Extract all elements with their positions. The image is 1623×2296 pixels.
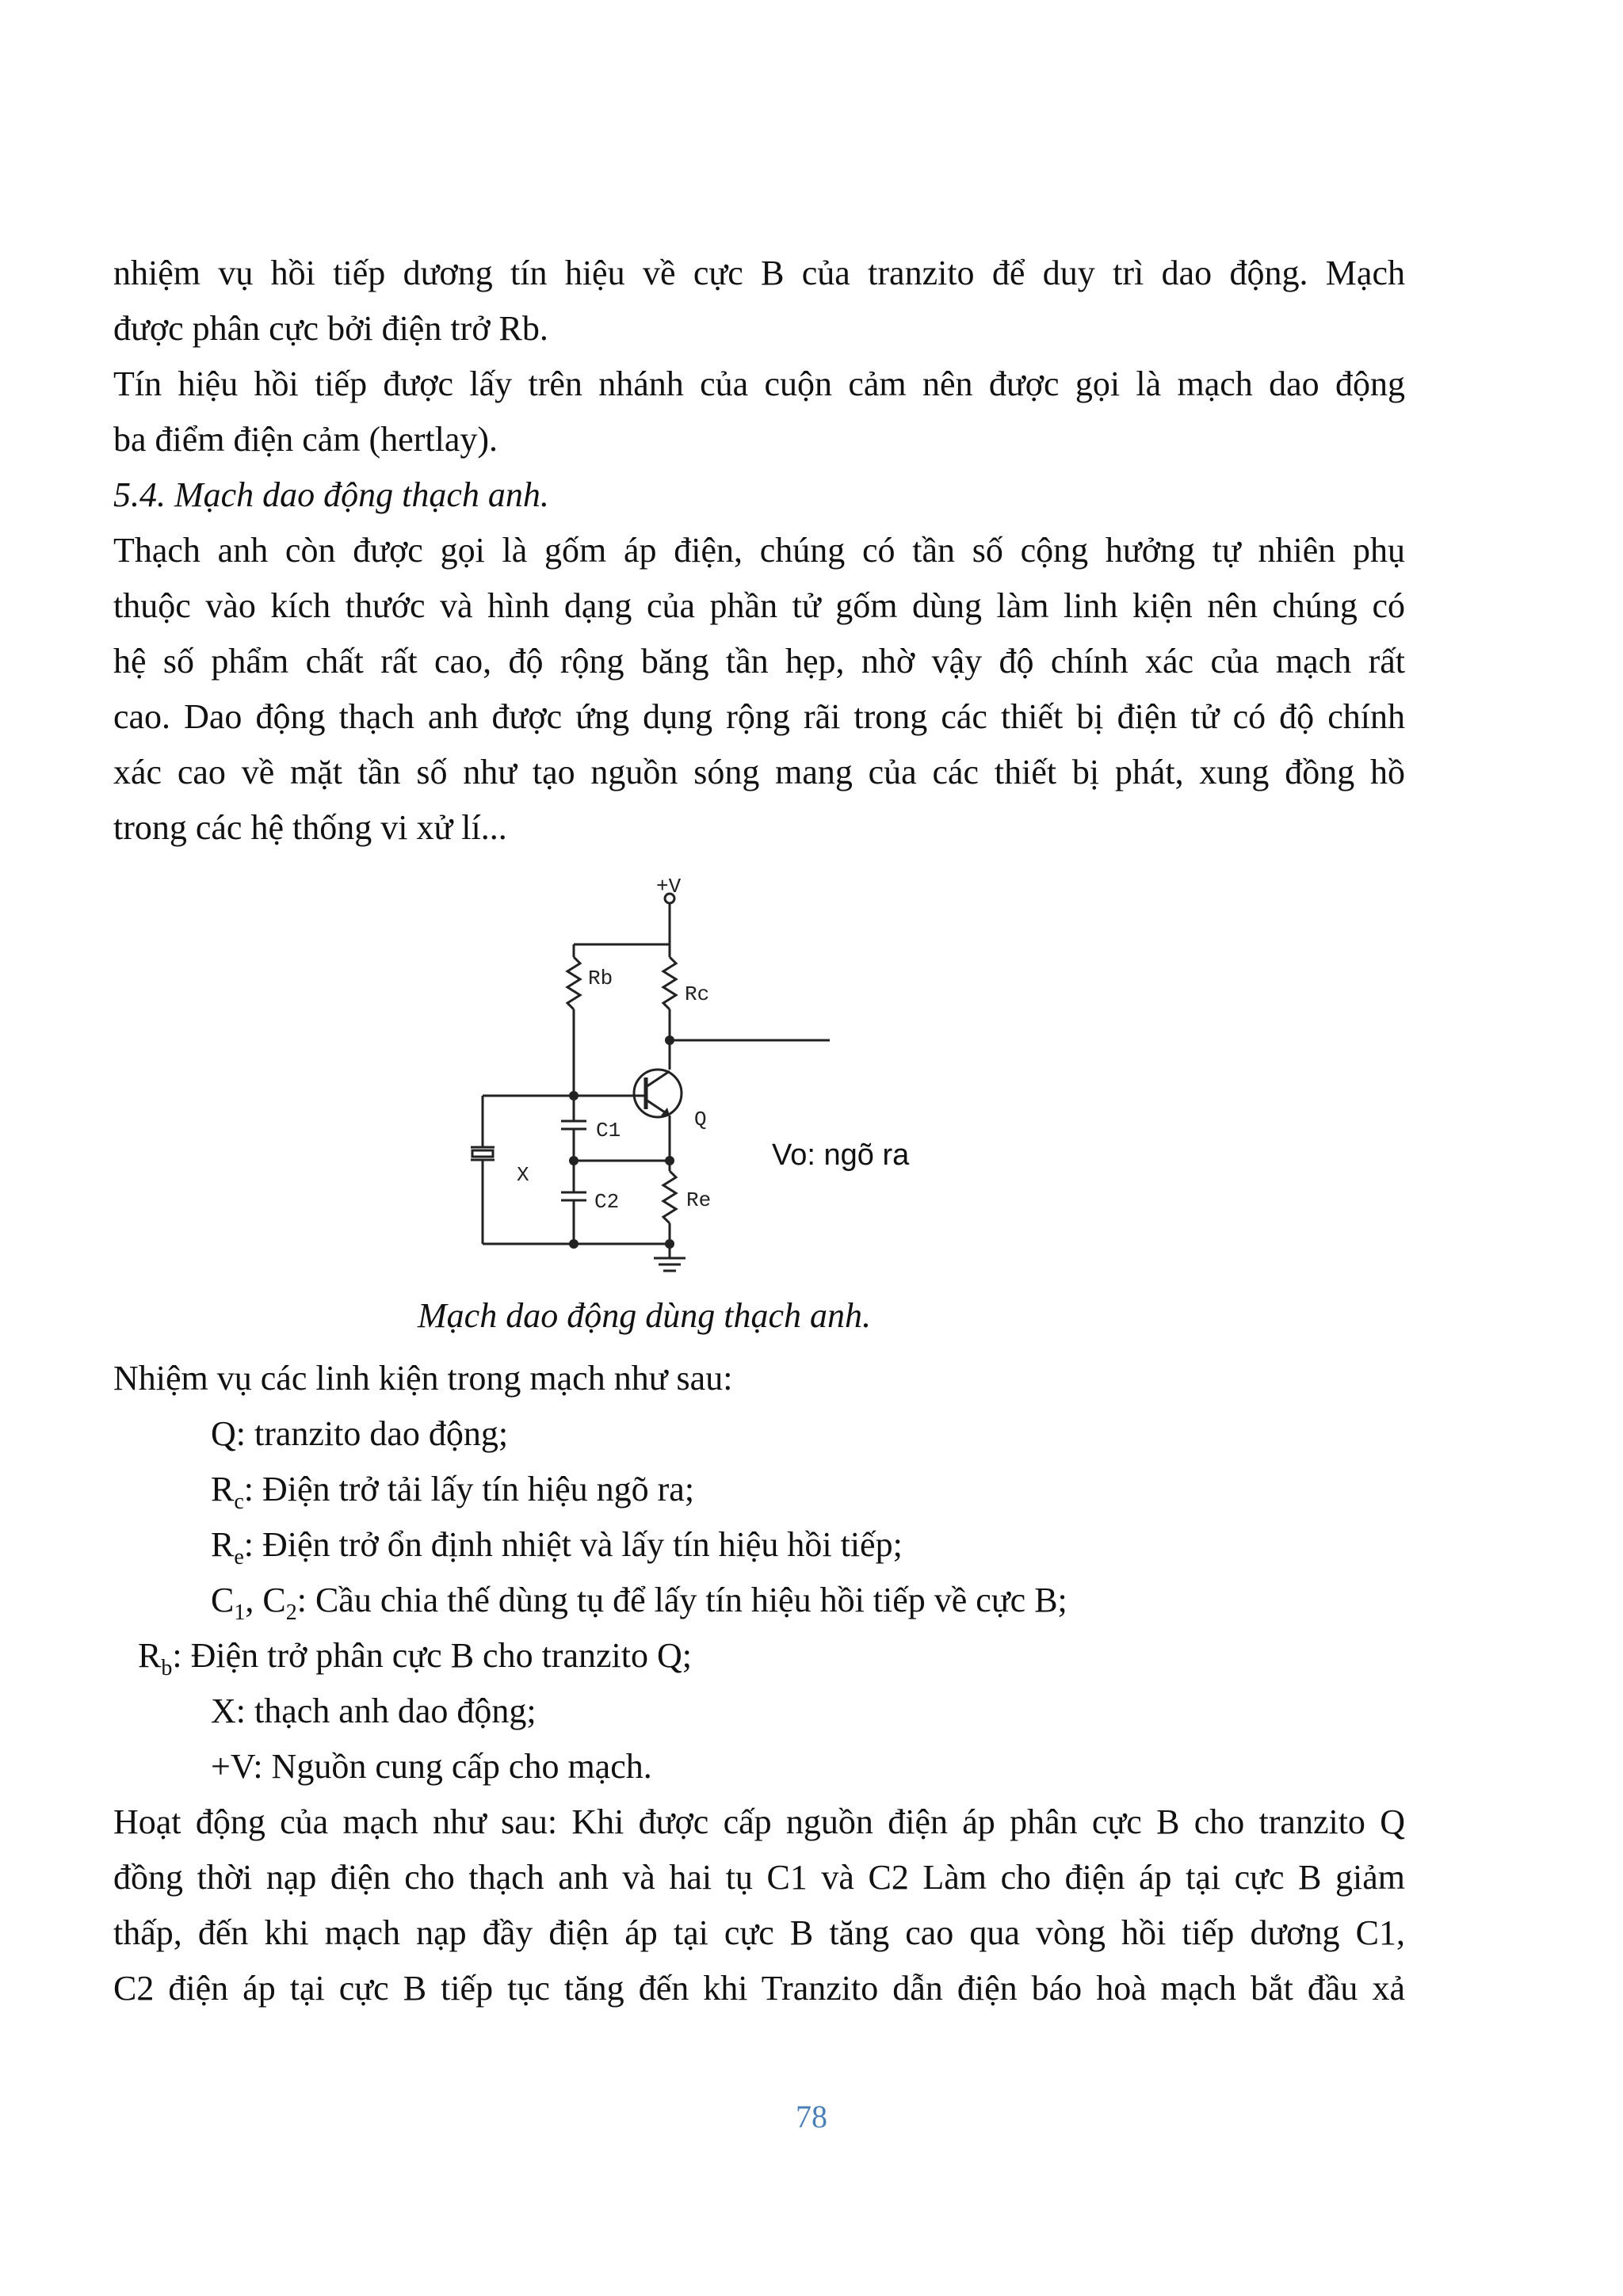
text-line: thuộc vào kích thước và hình dạng của phần tử gốm dùng làm linh kiện nên chúng có (113, 586, 1405, 625)
text-line: xác cao về mặt tần số như tạo nguồn sóng mang của các thiết bị phát, xung đồng hồ (113, 753, 1405, 791)
vo-label: Vo: ngõ ra (772, 1138, 910, 1172)
text-line: C2 điện áp tại cực B tiếp tục tăng đến khi Tranzito dẫn điện báo hoà mạch bắt đầu xả (113, 1969, 1405, 2008)
component-item-rc (211, 1462, 694, 1517)
text-line: hệ số phẩm chất rất cao, độ rộng băng tần hẹp, nhờ vậy độ chính xác của mạch rất (113, 642, 1405, 681)
rc-symbol: R (211, 1470, 235, 1508)
section-heading: 5.4. Mạch dao động thạch anh. (113, 475, 549, 514)
c1-symbol: C (211, 1581, 235, 1619)
text-line: nhiệm vụ hồi tiếp dương tín hiệu về cực B của tranzito để duy trì dao động. Mạch (113, 254, 1405, 292)
text-line: đồng thời nạp điện cho thạch anh và hai tụ C1 và C2 Làm cho điện áp tại cực B giảm (113, 1858, 1405, 1897)
vplus-label: +V (656, 875, 682, 898)
c1-subscript: 1 (234, 1600, 246, 1625)
component-item-x: X: thạch anh dao động; (211, 1691, 537, 1730)
text-line: thấp, đến khi mạch nạp đầy điện áp tại cực B tăng cao qua vòng hồi tiếp dương C1, (113, 1913, 1405, 1952)
c2-subscript: 2 (285, 1600, 297, 1625)
operation-paragraph (113, 1794, 1405, 2016)
rc-subscript: c (234, 1489, 244, 1514)
c2-symbol: C (262, 1581, 286, 1619)
re-description: : Điện trở ổn định nhiệt và lấy tín hiệu hồi tiếp; (243, 1525, 903, 1564)
x-label: X (517, 1163, 529, 1187)
rb-symbol: R (138, 1636, 162, 1675)
text-line: ba điểm điện cảm (hertlay). (113, 420, 498, 459)
text-line: trong các hệ thống vi xử lí... (113, 808, 507, 847)
text-line: Thạch anh còn được gọi là gốm áp điện, chúng có tần số cộng hưởng tự nhiên phụ (113, 531, 1405, 570)
figure-caption: Mạch dao động dùng thạch anh. (418, 1296, 871, 1335)
page-number: 78 (796, 2099, 827, 2134)
text-line: cao. Dao động thạch anh được ứng dụng rộng rãi trong các thiết bị điện tử có độ chính (113, 697, 1405, 736)
text-line: Hoạt động của mạch như sau: Khi được cấp nguồn điện áp phân cực B cho tranzito Q (113, 1802, 1405, 1841)
text-line: được phân cực bởi điện trở Rb. (113, 309, 548, 348)
c-separator: , (245, 1581, 263, 1619)
rc-label: Rc (685, 982, 710, 1006)
q-label: Q (694, 1108, 707, 1131)
transistor-q (634, 1070, 682, 1117)
rc-description: : Điện trở tải lấy tín hiệu ngõ ra; (243, 1470, 695, 1508)
c2-label: C2 (594, 1190, 620, 1214)
c1-capacitor (561, 1121, 586, 1129)
c2-capacitor (561, 1192, 586, 1200)
c1-label: C1 (596, 1119, 621, 1142)
component-item-re (211, 1517, 903, 1573)
components-intro: Nhiệm vụ các linh kiện trong mạch như sau: (113, 1359, 733, 1398)
component-item-c1-c2 (211, 1573, 1067, 1628)
rb-resistor (567, 957, 580, 1009)
re-resistor (663, 1171, 676, 1223)
component-item-v: +V: Nguồn cung cấp cho mạch. (211, 1747, 652, 1786)
rb-description: : Điện trở phân cực B cho tranzito Q; (172, 1636, 692, 1675)
rb-subscript: b (161, 1655, 173, 1680)
rc-resistor (663, 957, 676, 1009)
re-subscript: e (234, 1544, 244, 1569)
text-line: Tín hiệu hồi tiếp được lấy trên nhánh của cuộn cảm nên được gọi là mạch dao động (113, 364, 1405, 403)
re-label: Re (686, 1188, 712, 1212)
c-description: : Cầu chia thế dùng tụ để lấy tín hiệu hồi tiếp về cực B; (296, 1581, 1067, 1619)
component-item-rb (138, 1628, 692, 1684)
rb-label: Rb (588, 967, 613, 990)
ground-icon (654, 1244, 685, 1271)
component-item-q: Q: tranzito dao động; (211, 1414, 509, 1453)
re-symbol: R (211, 1525, 235, 1564)
crystal-x (471, 1147, 495, 1160)
